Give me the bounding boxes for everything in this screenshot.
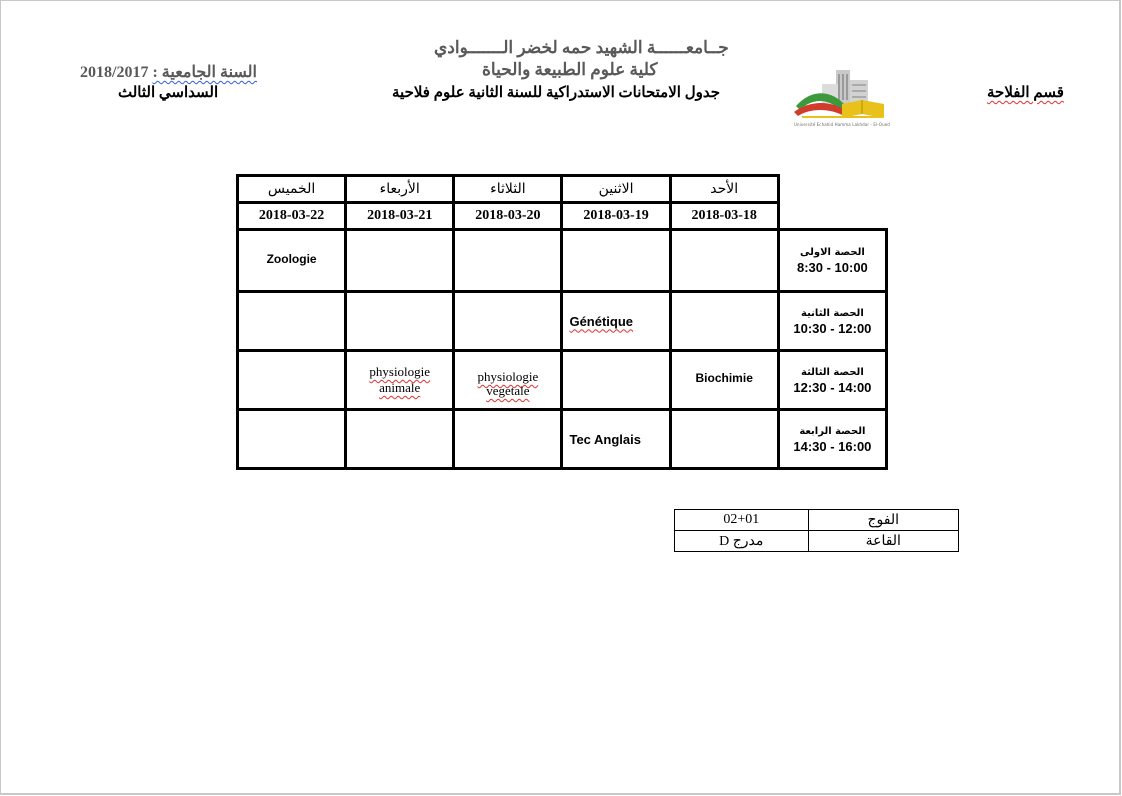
exam-cell [454, 351, 562, 410]
exam-cell [346, 410, 454, 469]
exam-subject: Génétique [569, 313, 634, 329]
exam-cell [238, 292, 346, 351]
academic-year-value: 2018/2017 [80, 64, 149, 81]
session-label-cell [778, 292, 886, 351]
session-row-4 [238, 410, 887, 469]
exam-cell [562, 230, 670, 292]
date-sunday: 2018-03-18 [670, 203, 778, 230]
date-thursday: 2018-03-22 [238, 203, 346, 230]
exam-cell [562, 351, 670, 410]
university-name: جــامعــــــة الشهيد حمه لخضر الـــــــوادي [434, 38, 729, 57]
exam-subject: Biochimie [695, 371, 753, 385]
day-name-tuesday: الثلاثاء [454, 176, 562, 203]
session-time: 8:30 - 10:00 [796, 260, 868, 275]
day-name-wednesday: الأربعاء [346, 176, 454, 203]
exam-cell [562, 410, 670, 469]
day-name-thursday: الخميس [238, 176, 346, 203]
faculty-name: كلية علوم الطبيعة والحياة [482, 60, 658, 79]
session-label-cell [778, 351, 886, 410]
group-room-table [674, 509, 959, 552]
date-tuesday: 2018-03-20 [454, 203, 562, 230]
exam-schedule-table [236, 174, 888, 470]
corner-cell [778, 203, 886, 230]
exam-subject: Tec Anglais [569, 431, 641, 447]
exam-subject: physiologie vegetale [477, 369, 539, 398]
exam-cell [346, 351, 454, 410]
exam-cell [562, 292, 670, 351]
exam-subject: Zoologie [266, 251, 317, 266]
session-row-2 [238, 292, 887, 351]
day-name-monday: الاثنين [562, 176, 670, 203]
exam-cell [238, 351, 346, 410]
session-name: الحصة الثالثة [801, 366, 864, 378]
group-value: 02+01 [675, 510, 809, 531]
session-name: الحصة الثانية [801, 307, 864, 319]
semester-label: السداسي الثالث [118, 85, 219, 101]
group-row [675, 510, 959, 531]
session-row-3 [238, 351, 887, 410]
session-name: الحصة الاولى [800, 247, 865, 258]
academic-year-label: السنة الجامعية : [152, 64, 257, 81]
session-time: 10:30 - 12:00 [793, 320, 872, 336]
session-name: الحصة الرابعة [799, 425, 866, 437]
exam-cell [670, 230, 778, 292]
session-time: 14:30 - 16:00 [793, 438, 872, 454]
exam-cell [454, 410, 562, 469]
session-label-cell [778, 410, 886, 469]
exam-cell [238, 410, 346, 469]
day-name-sunday: الأحد [670, 176, 778, 203]
room-label: القاعة [808, 531, 958, 552]
exam-cell [670, 351, 778, 410]
logo-caption: Université Echahid Hamma Lakhdar - El-Oued [794, 122, 890, 127]
date-monday: 2018-03-19 [562, 203, 670, 230]
room-row [675, 531, 959, 552]
exam-subject: physiologie animale [369, 364, 431, 395]
exam-cell [346, 292, 454, 351]
exam-cell [670, 410, 778, 469]
session-label-cell [778, 230, 886, 292]
session-row-1 [238, 230, 887, 292]
room-value: مدرج D [675, 531, 809, 552]
schedule-title: جدول الامتحانات الاستدراكية للسنة الثانية علوم فلاحية [392, 85, 720, 101]
exam-cell [454, 292, 562, 351]
corner-cell [778, 176, 886, 203]
date-row [238, 203, 887, 230]
exam-cell [238, 230, 346, 292]
department-name: قسم الفلاحة [987, 85, 1064, 101]
session-time: 12:30 - 14:00 [793, 379, 872, 395]
date-wednesday: 2018-03-21 [346, 203, 454, 230]
exam-cell [346, 230, 454, 292]
exam-cell [454, 230, 562, 292]
day-name-row [238, 176, 887, 203]
group-label: الفوج [808, 510, 958, 531]
academic-year [80, 62, 257, 82]
exam-cell [670, 292, 778, 351]
